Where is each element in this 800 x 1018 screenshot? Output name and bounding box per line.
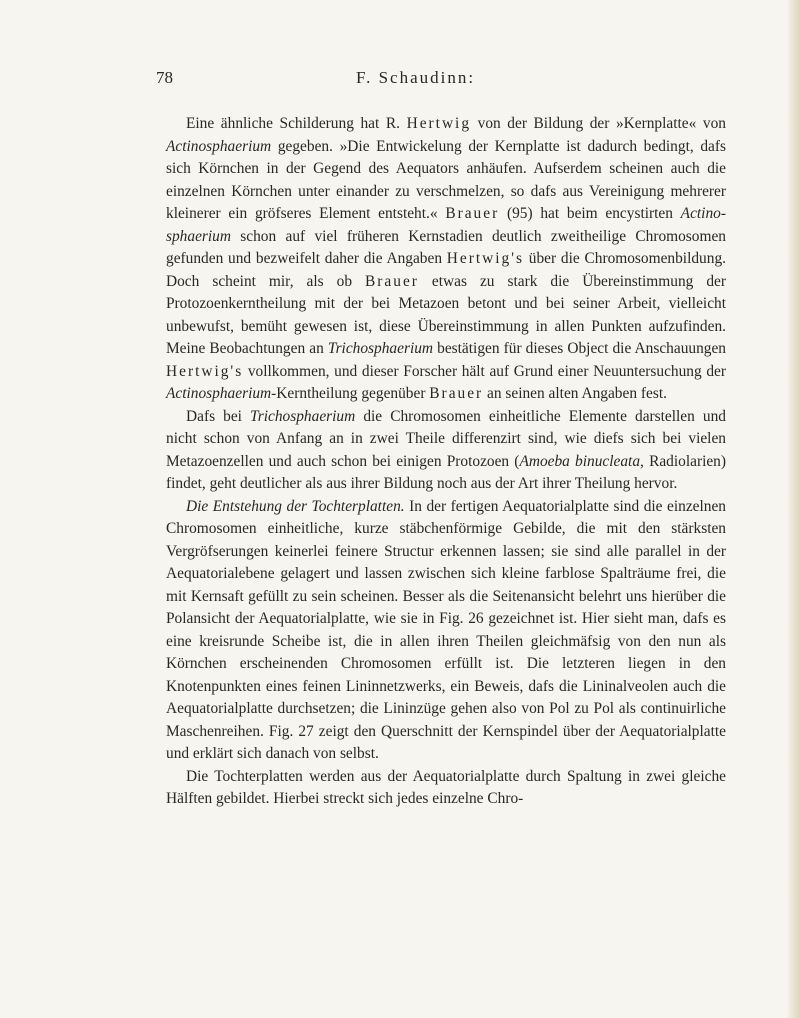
text-run: (95) hat beim encystirten <box>499 205 681 222</box>
paragraph <box>166 113 726 406</box>
text-run: Die Tochterplatten werden aus der Aequatorialplatte durch Spaltung in zwei gleiche Hälften gebildet. Hierbei streckt sich jedes einzelne Chro- <box>166 767 726 807</box>
text-run: etwas zu stark die Übereinstimmung der Protozoenkerntheilung mit der bei Metazoen betont und bei seiner Arbeit, vielleicht unbewufst, bemüht gewesen ist, diese Übereinstimmung in allen Punkten aufzufinden. Meine Beobachtungen an <box>166 272 726 357</box>
italic-term: Trichosphaerium <box>327 340 434 357</box>
italic-term: Actinosphaerium <box>166 137 272 155</box>
text-run: In der fertigen Aequatorialplatte sind die einzelnen Chromosomen einheitliche, kurze stäbchenförmige Gebilde, die mit den stärksten Vergröfserungen keinerlei feinere Structur erkennen lassen; sie sind alle parallel in der Aequatorialebene gelagert und lassen zwischen sich kleine farblose Spalträume frei, die mit Kernsaft gefüllt zu sein scheinen. Besser als die Seitenansicht belehrt uns hierüber die Polansicht der Aequatorialplatte, wie sie in Fig. 26 gezeichnet ist. Hier sieht man, dafs es eine kreisrunde Scheibe ist, die in allen ihren Theilen gleichmäfsig von den nun als Körnchen erscheinenden Chromosomen erfüllt ist. Die letzteren liegen in den Knotenpunkten eines feinen Lininnetzwerks, ein Beweis, dafs die Lininalveolen auch die Aequatorialplatte durchsetzen; die Lininzüge gehen also von Pol zu Pol als continuirliche Maschenreihen. Fig. 27 zeigt den Querschnitt der Kernspindel über der Aequatorialplatte und erklärt sich danach von selbst. <box>166 497 726 762</box>
italic-term: Trichosphaerium <box>250 407 356 425</box>
italic-term: Actinosphaerium <box>166 205 726 245</box>
author-name: Hertwig <box>406 115 472 132</box>
text-run: Dafs bei <box>186 407 251 425</box>
text-run: an seinen alten Angaben fest. <box>483 385 667 402</box>
text-run: bestätigen für dieses Object die Anschauungen <box>433 340 726 357</box>
author-name: Brauer <box>445 205 500 222</box>
text-run: vollkommen, und dieser Forscher hält auf Grund einer Neuuntersuchung der <box>243 362 726 380</box>
body-text <box>166 113 726 811</box>
running-head: F. Schaudinn: <box>356 68 476 87</box>
paragraph <box>166 766 726 811</box>
italic-term: Amoeba binucleata <box>519 452 641 470</box>
author-name: Hertwig's <box>166 362 244 380</box>
author-name: Brauer <box>365 272 419 290</box>
page-number: 78 <box>156 68 173 87</box>
paragraph <box>166 406 726 496</box>
italic-term: Actinosphaerium <box>166 385 272 402</box>
text-run: Eine ähnliche Schilderung hat R. <box>186 115 407 132</box>
text-run: über die Chromosomenbildung. Doch scheint mir, als ob <box>166 250 726 290</box>
author-name: Hertwig's <box>446 250 524 267</box>
text-run: gegeben. »Die Entwickelung der Kernplatte ist dadurch bedingt, dafs sich Körnchen in der Gegend des Aequators anhäufen. Aufserdem scheinen auch die einzelnen Körnchen unter einander zu verschmelzen, so dafs aus Vereinigung mehrerer kleinerer ein gröfseres Element entsteht.« <box>166 137 726 222</box>
italic-term: Die Entstehung der Tochterplatten. <box>186 497 405 515</box>
text-run: schon auf viel früheren Kernstadien deutlich zweitheilige Chromosomen gefunden und bezweifelt daher die Angaben <box>166 227 726 267</box>
text-run: -Kerntheilung gegenüber <box>271 385 430 402</box>
page-edge <box>786 0 800 1018</box>
page-header <box>156 68 716 92</box>
text-run: die Chromosomen einheitliche Elemente darstellen und nicht schon von Anfang an in zwei Theile differenzirt sind, wie diefs sich bei vielen Metazoenzellen und auch schon bei einigen Protozoen ( <box>166 407 726 470</box>
author-name: Brauer <box>429 385 484 402</box>
text-run: von der Bildung der »Kernplatte« von <box>471 115 726 132</box>
paragraph <box>166 496 726 766</box>
text-run: , Radiolarien) findet, geht deutlicher als aus ihrer Bildung noch aus der Art ihrer Theilung hervor. <box>166 452 726 492</box>
